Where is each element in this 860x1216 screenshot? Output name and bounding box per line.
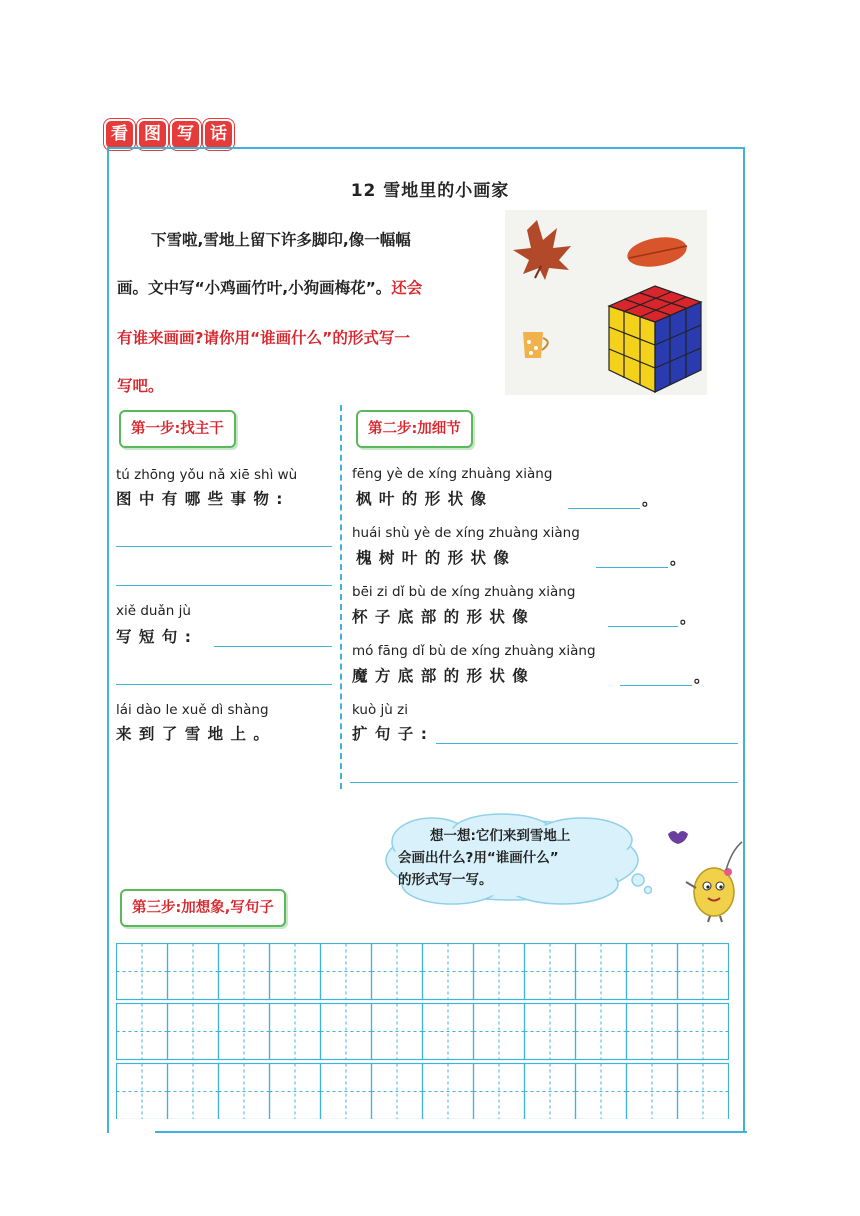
detail-4-end: 。 xyxy=(694,668,711,686)
q3-hanzi: 来 到 了 雪 地 上 。 xyxy=(116,725,270,743)
expand-pinyin: kuò jù zi xyxy=(352,702,408,718)
think-line-1: 想一想:它们来到雪地上 xyxy=(430,828,571,844)
detail-3-hanzi: 杯 子 底 部 的 形 状 像 xyxy=(352,608,529,626)
q3-pinyin: lái dào le xuě dì shàng xyxy=(116,702,269,718)
intro-line-2-black: 画。文中写“小鸡画竹叶,小狗画梅花”。 xyxy=(117,279,392,297)
grid-cell xyxy=(168,1064,219,1120)
grid-cell xyxy=(372,1064,423,1120)
detail-4-hanzi: 魔 方 底 部 的 形 状 像 xyxy=(352,667,529,685)
detail-4-pinyin: mó fāng dǐ bù de xíng zhuàng xiàng xyxy=(352,643,596,659)
q2-answer-line-1[interactable] xyxy=(214,646,332,647)
grid-cell xyxy=(525,1004,576,1060)
q2-answer-line-2[interactable] xyxy=(116,684,332,685)
grid-cell xyxy=(423,1064,474,1120)
detail-2-hanzi: 槐 树 叶 的 形 状 像 xyxy=(356,549,510,567)
grid-cell xyxy=(627,944,678,1000)
expand-hanzi: 扩 句 子 : xyxy=(352,725,428,743)
detail-3-blank[interactable] xyxy=(608,626,678,627)
detail-2-pinyin: huái shù yè de xíng zhuàng xiàng xyxy=(352,525,580,541)
grid-cell xyxy=(678,1004,729,1060)
step2-label: 第二步:加细节 xyxy=(356,410,473,448)
grid-cell xyxy=(117,1004,168,1060)
grid-cell xyxy=(168,944,219,1000)
grid-cell xyxy=(576,1064,627,1120)
think-line-2: 会画出什么?用“谁画什么” xyxy=(398,850,559,866)
grid-cell xyxy=(270,1004,321,1060)
grid-cell xyxy=(678,944,729,1000)
q1-answer-line-1[interactable] xyxy=(116,546,332,547)
grid-cell xyxy=(678,1064,729,1120)
badge-char: 图 xyxy=(137,119,168,150)
page-title: 12 雪地里的小画家 xyxy=(350,181,510,201)
intro-line-2 xyxy=(117,276,477,298)
grid-cell xyxy=(117,944,168,1000)
grid-cell xyxy=(423,944,474,1000)
step3-label: 第三步:加想象,写句子 xyxy=(120,889,286,927)
grid-cell xyxy=(321,1064,372,1120)
detail-1-blank[interactable] xyxy=(568,508,640,509)
badge-char: 看 xyxy=(104,119,135,150)
rubiks-cube-icon xyxy=(609,286,701,392)
intro-line-4: 写吧。 xyxy=(117,377,164,395)
column-divider xyxy=(340,405,342,789)
q2-pinyin: xiě duǎn jù xyxy=(116,603,191,619)
grid-cell xyxy=(474,1064,525,1120)
grid-cell xyxy=(525,1064,576,1120)
badge-char: 话 xyxy=(203,119,234,150)
detail-1-end: 。 xyxy=(642,491,659,509)
q1-pinyin: tú zhōng yǒu nǎ xiē shì wù xyxy=(116,467,298,483)
grid-cell xyxy=(219,1064,270,1120)
grid-cell xyxy=(219,1004,270,1060)
detail-2-end: 。 xyxy=(670,550,687,568)
expand-answer-line-1[interactable] xyxy=(436,743,738,744)
grid-cell xyxy=(576,944,627,1000)
detail-2-blank[interactable] xyxy=(596,567,668,568)
grid-cell xyxy=(627,1064,678,1120)
grid-cell xyxy=(321,1004,372,1060)
think-text xyxy=(398,825,618,891)
writing-grid[interactable] xyxy=(116,943,729,1119)
grid-cell xyxy=(270,1064,321,1120)
detail-3-end: 。 xyxy=(680,609,697,627)
think-line-3: 的形式写一写。 xyxy=(398,872,493,888)
q1-answer-line-2[interactable] xyxy=(116,585,332,586)
grid-cell xyxy=(525,944,576,1000)
intro-line-3: 有谁来画画?请你用“谁画什么”的形式写一 xyxy=(117,329,410,347)
badge-char: 写 xyxy=(170,119,201,150)
intro-line-2-red: 还会 xyxy=(391,279,423,297)
grid-cell xyxy=(627,1004,678,1060)
grid-cell xyxy=(372,944,423,1000)
expand-answer-line-2[interactable] xyxy=(350,782,738,783)
grid-cell xyxy=(576,1004,627,1060)
q1-hanzi: 图 中 有 哪 些 事 物 : xyxy=(116,490,284,508)
intro-line-1: 下雪啦,雪地上留下许多脚印,像一幅幅 xyxy=(151,231,411,249)
grid-cell xyxy=(219,944,270,1000)
detail-3-pinyin: bēi zi dǐ bù de xíng zhuàng xiàng xyxy=(352,584,576,600)
mascot-icon xyxy=(660,826,744,924)
detail-4-blank[interactable] xyxy=(620,685,692,686)
grid-cell xyxy=(372,1004,423,1060)
grid-cell xyxy=(423,1004,474,1060)
section-badge xyxy=(104,119,234,150)
illustration-image xyxy=(505,210,707,395)
frame-bottom-line xyxy=(155,1131,747,1133)
grid-cell xyxy=(321,944,372,1000)
step1-label: 第一步:找主干 xyxy=(119,410,236,448)
grid-cell xyxy=(474,944,525,1000)
grid-cell xyxy=(270,944,321,1000)
grid-cell xyxy=(168,1004,219,1060)
detail-1-pinyin: fēng yè de xíng zhuàng xiàng xyxy=(352,466,553,482)
detail-1-hanzi: 枫 叶 的 形 状 像 xyxy=(356,490,487,508)
q2-hanzi: 写 短 句 : xyxy=(116,628,192,646)
grid-cell xyxy=(474,1004,525,1060)
grid-cell xyxy=(117,1064,168,1120)
